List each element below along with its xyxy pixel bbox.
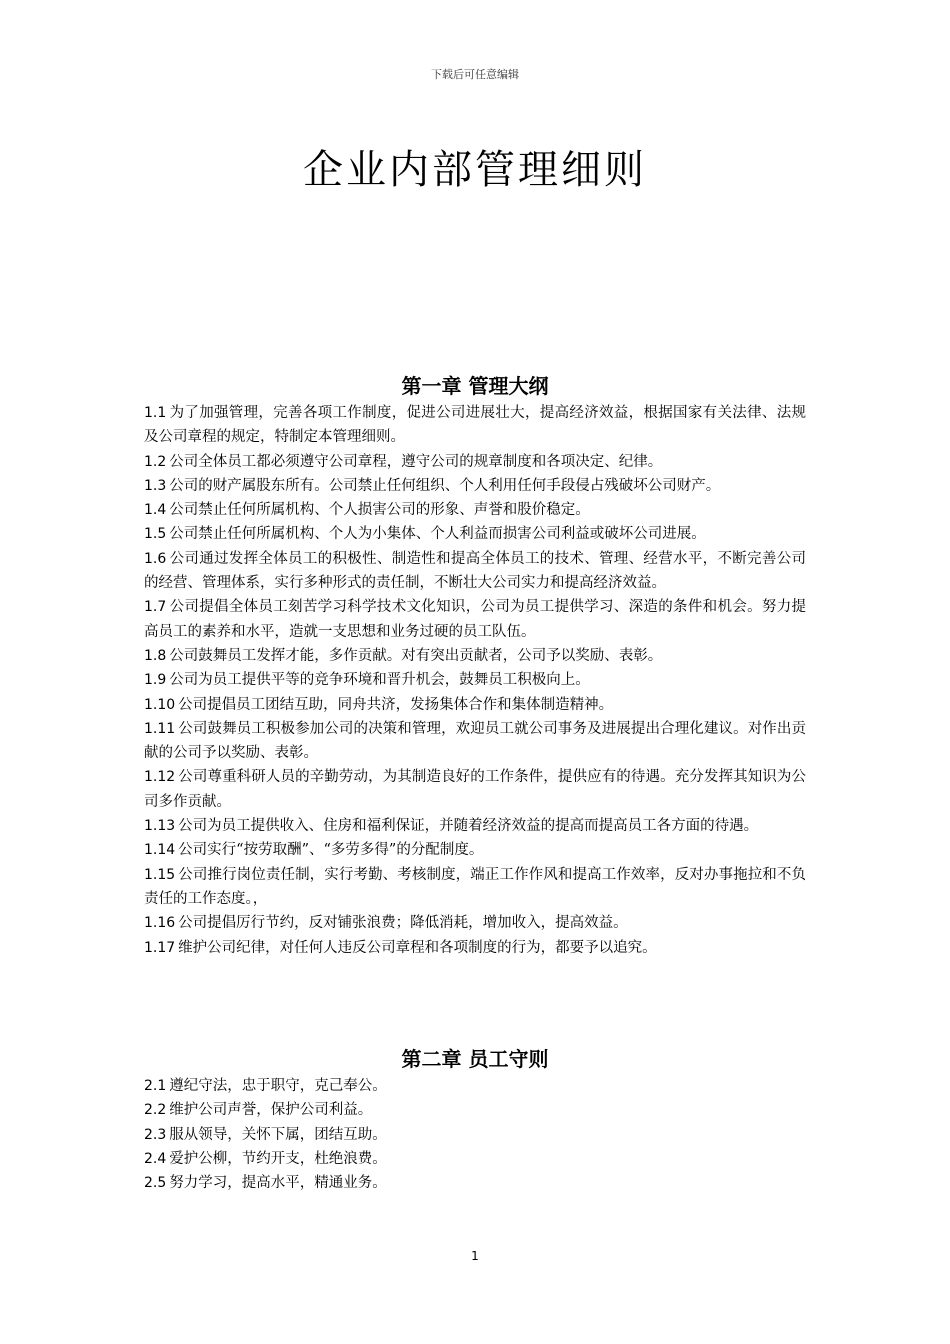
clause-text: 爱护公柳，节约开支，杜绝浪费。 [169,1150,387,1167]
clause-item [144,717,806,766]
clause-number: 1.12 [144,769,176,786]
clause-item [144,474,806,498]
clause-item [144,498,806,522]
chapter-2 [144,1044,806,1195]
clause-text: 公司通过发挥全体员工的积极性、制造性和提高全体员工的技术、管理、经营水平，不断完善公司的经营、管理体系，实行多种形式的责任制，不断壮大公司实力和提高经济效益。 [144,550,806,592]
clause-text: 公司鼓舞员工积极参加公司的决策和管理，欢迎员工就公司事务及进展提出合理化建议。对作出贡献的公司予以奖励、表彰。 [144,720,806,762]
clause-text: 公司为员工提供平等的竞争环境和晋升机会，鼓舞员工积极向上。 [169,672,590,689]
clause-text: 遵纪守法，忠于职守，克己奉公。 [169,1078,387,1094]
chapter-heading: 第一章 管理大纲 [401,374,549,398]
clause-item [144,838,806,862]
clause-item [144,863,806,912]
clause-number: 1.10 [144,696,176,713]
chapter-heading: 第二章 员工守则 [401,1047,549,1071]
chapter-1 [144,371,806,960]
clause-number: 2.1 [144,1078,167,1094]
header-note: 下载后可任意编辑 [431,68,519,81]
clause-item [144,693,806,717]
clause-number: 1.6 [144,550,167,567]
clause-item [144,814,806,838]
clause-number: 1.4 [144,502,167,519]
clause-text: 公司禁止任何所属机构、个人损害公司的形象、声誉和股价稳定。 [169,502,590,519]
clause-number: 1.1 [144,405,167,421]
clause-number: 1.14 [144,842,176,859]
clause-item [144,1123,806,1147]
clause-text: 公司提倡员工团结互助，同舟共济，发扬集体合作和集体制造精神。 [178,696,614,713]
clause-text: 公司禁止任何所属机构、个人为小集体、个人利益而损害公司利益或破坏公司进展。 [169,526,706,543]
clause-item [144,1147,806,1171]
clause-item [144,547,806,596]
clause-number: 1.5 [144,526,167,543]
clause-item [144,668,806,692]
clause-item [144,1074,806,1098]
clause-item [144,765,806,814]
clause-number: 1.17 [144,939,176,956]
clause-text: 公司的财产属股东所有。公司禁止任何组织、个人利用任何手段侵占残破坏公司财产。 [169,477,721,494]
clause-item [144,911,806,935]
clause-item [144,936,806,960]
clause-number: 1.3 [144,477,167,494]
clause-text: 公司推行岗位责任制，实行考勤、考核制度，端正工作作风和提高工作效率，反对办事拖拉和不负责任的工作态度。， [144,866,806,907]
clause-number: 1.11 [144,720,176,737]
clause-number: 1.2 [144,453,167,470]
clause-text: 公司尊重科研人员的辛勤劳动，为其制造良好的工作条件，提供应有的待遇。充分发挥其知识为公司多作贡献。 [144,769,806,810]
clause-number: 1.15 [144,866,176,883]
clause-item [144,644,806,668]
clause-item [144,1098,806,1122]
clause-number: 2.2 [144,1102,167,1119]
clause-text: 维护公司纪律，对任何人违反公司章程和各项制度的行为，都要予以追究。 [178,939,657,956]
clause-text: 服从领导，关怀下属，团结互助。 [169,1126,387,1143]
clause-text: 公司全体员工都必须遵守公司章程，遵守公司的规章制度和各项决定、纪律。 [169,453,663,470]
clause-text: 公司鼓舞员工发挥才能，多作贡献。对有突出贡献者，公司予以奖励、表彰。 [169,647,663,664]
clause-number: 1.13 [144,818,176,835]
clause-text: 公司提倡全体员工刻苦学习科学技术文化知识，公司为员工提供学习、深造的条件和机会。努力提高员工的素养和水平，造就一支思想和业务过硬的员工队伍。 [144,599,806,640]
clause-text: 努力学习，提高水平，精通业务。 [169,1175,387,1192]
clause-text: 公司为员工提供收入、住房和福利保证，并随着经济效益的提高而提高员工各方面的待遇。 [178,818,759,835]
clause-item [144,595,806,644]
clause-number: 2.3 [144,1126,167,1143]
clause-number: 2.4 [144,1150,167,1167]
clause-number: 1.9 [144,672,167,689]
document-title: 企业内部管理细则 [303,147,647,193]
clause-text: 公司实行“按劳取酬”、“多劳多得”的分配制度。 [178,842,484,859]
clause-number: 1.7 [144,599,167,616]
clause-text: 维护公司声誉，保护公司利益。 [169,1102,373,1119]
chapter-2-items [144,1074,806,1195]
clause-text: 为了加强管理，完善各项工作制度，促进公司进展壮大，提高经济效益，根据国家有关法律、法规及公司章程的规定，特制定本管理细则。 [144,405,806,446]
clause-text: 公司提倡厉行节约，反对铺张浪费；降低消耗，增加收入，提高效益。 [178,915,628,932]
page-number: 1 [471,1249,479,1263]
clause-item [144,1171,806,1195]
clause-number: 1.16 [144,915,176,932]
clause-number: 2.5 [144,1175,167,1192]
clause-item [144,401,806,450]
clause-number: 1.8 [144,647,167,664]
chapter-1-items [144,401,806,960]
clause-item [144,450,806,474]
clause-item [144,522,806,546]
